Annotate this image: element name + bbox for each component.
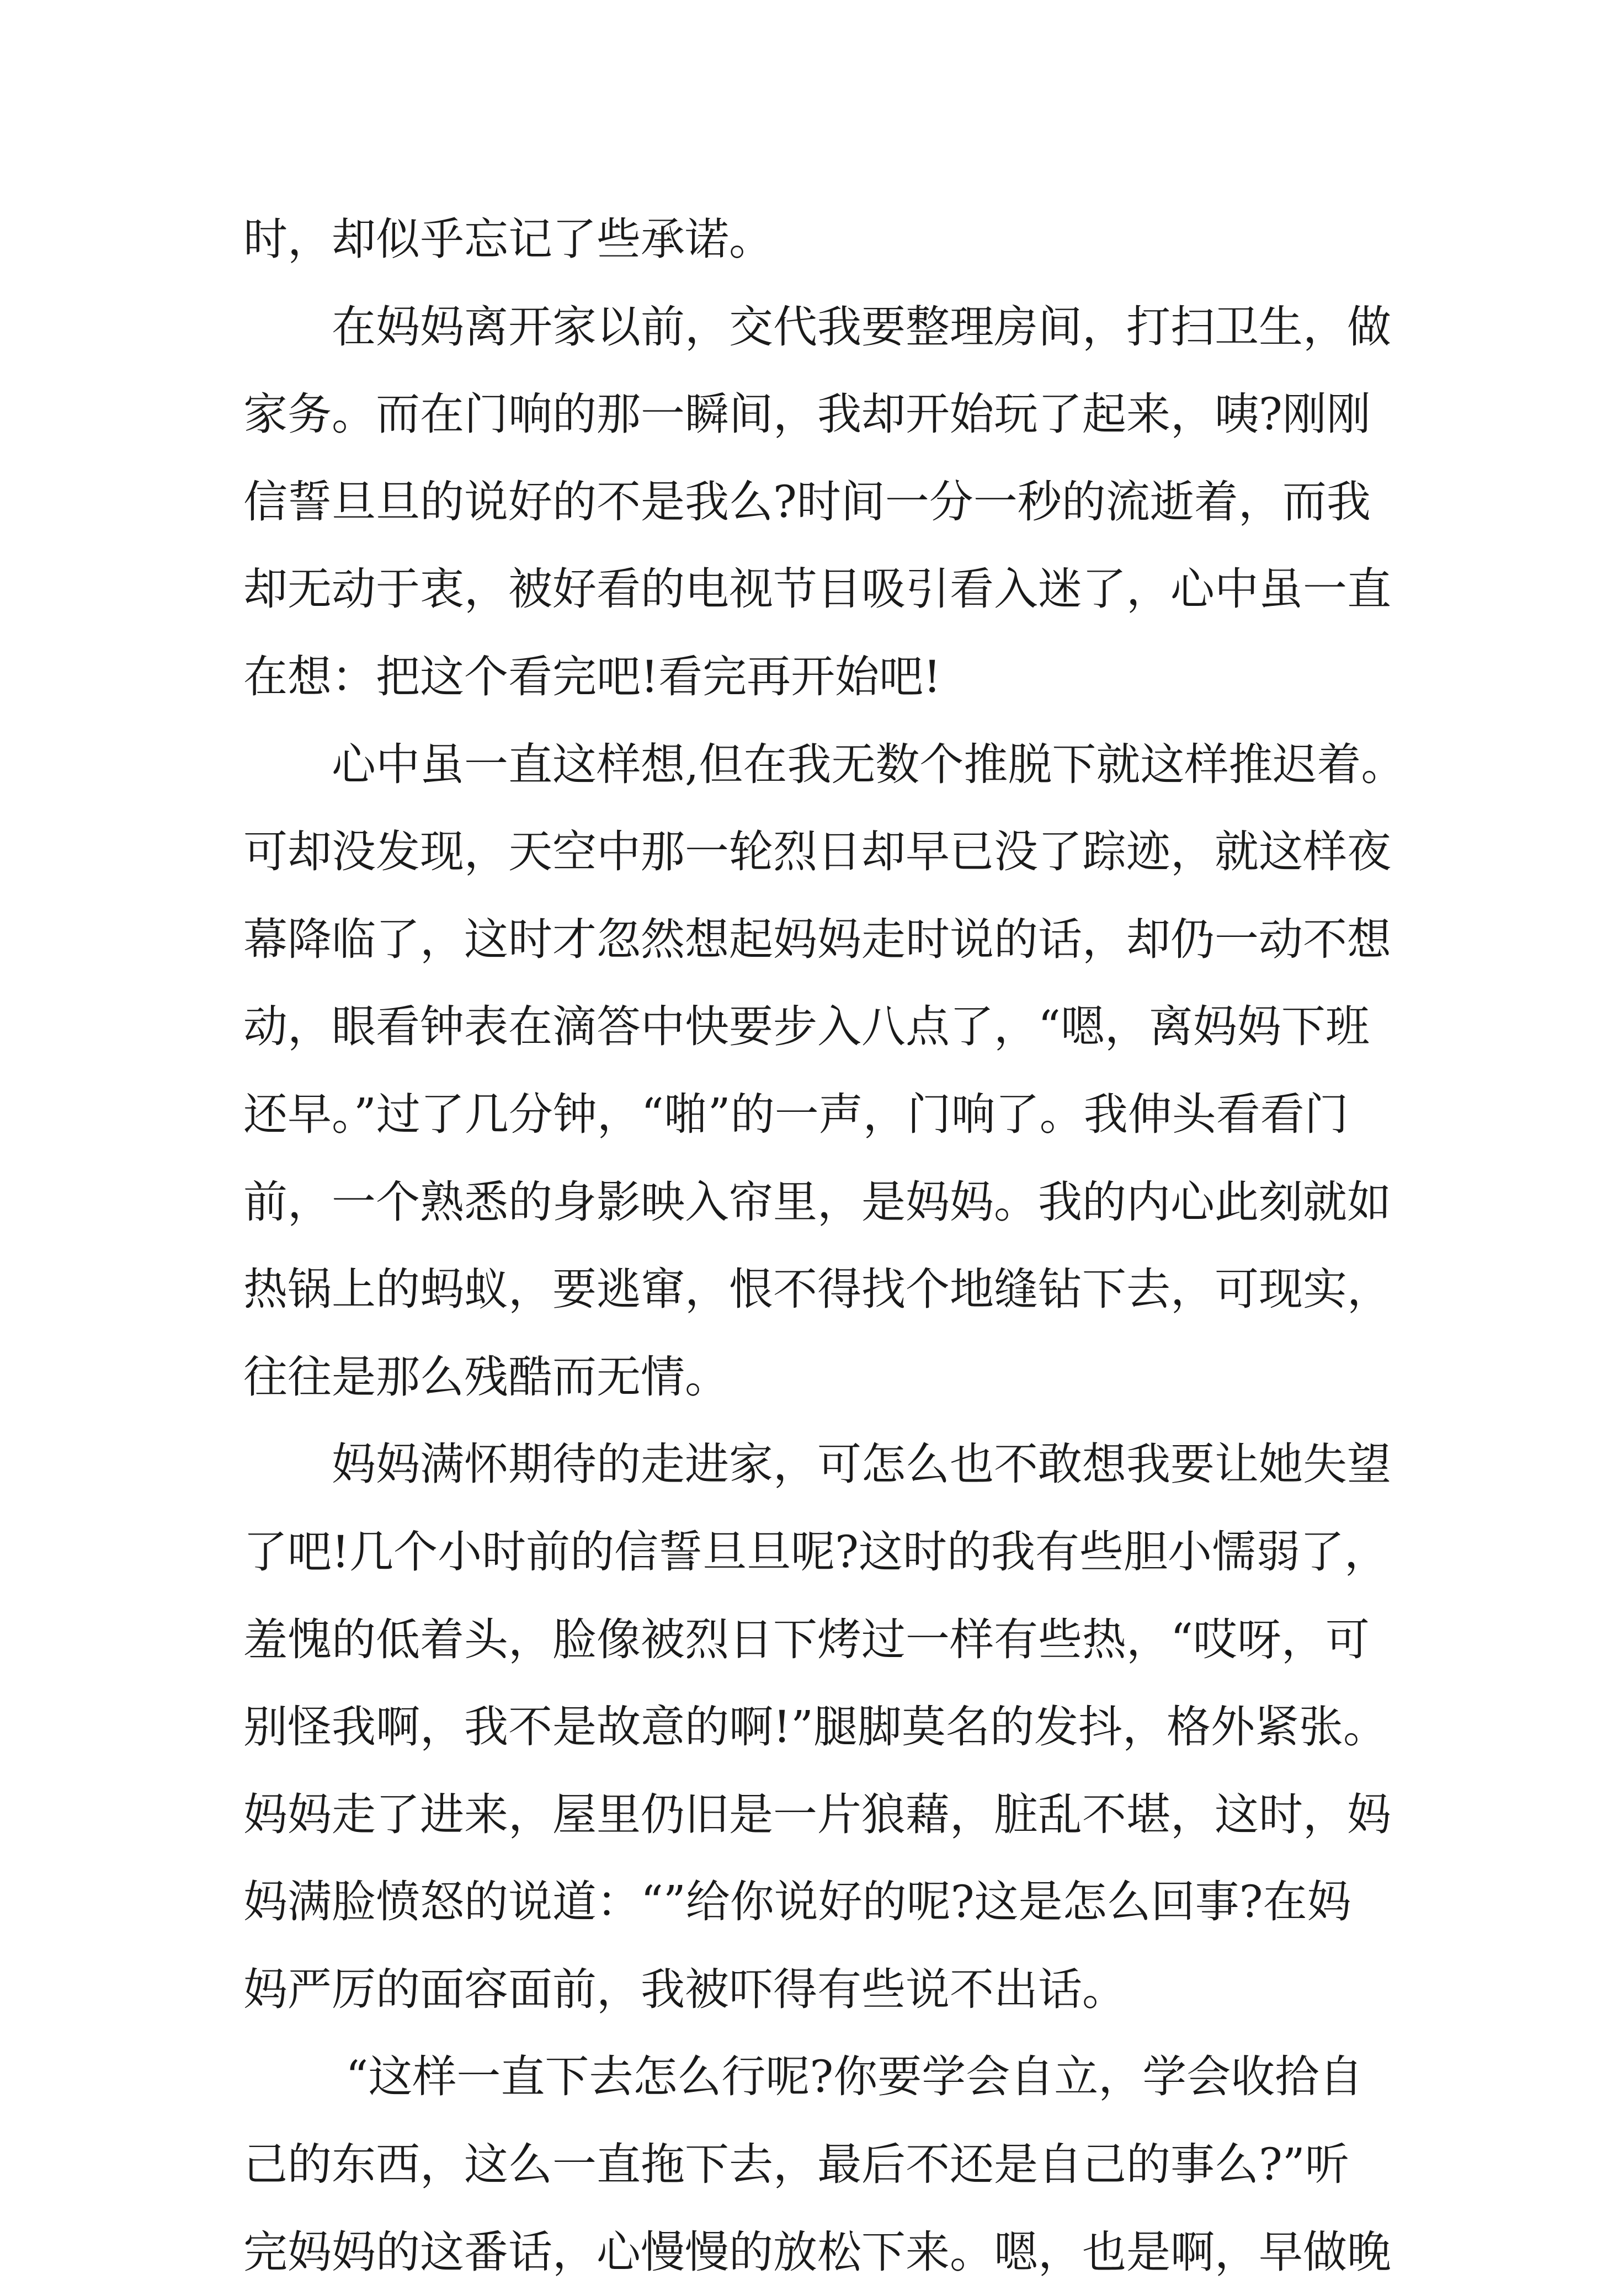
text-line: 幕降临了，这时才忽然想起妈妈走时说的话，却仍一动不想 xyxy=(243,913,1391,965)
text-line: 可却没发现，天空中那一轮烈日却早已没了踪迹，就这样夜 xyxy=(243,826,1391,878)
text-line: “这样一直下去怎么行呢?你要学会自立，学会收拾自 xyxy=(332,2051,1364,2103)
text-line: 还早。”过了几分钟，“啪”的一声，门响了。我伸头看看门 xyxy=(243,1088,1349,1140)
text-line: 妈妈满怀期待的走进家，可怎么也不敢想我要让她失望 xyxy=(332,1439,1391,1490)
text-line: 心中虽一直这样想,但在我无数个推脱下就这样推迟着。 xyxy=(332,738,1406,790)
text-line: 完妈妈的这番话，心慢慢的放松下来。嗯，也是啊，早做晚 xyxy=(243,2226,1391,2278)
text-line: 往往是那么残酷而无情。 xyxy=(243,1351,729,1403)
paragraph-4 xyxy=(243,1421,1391,2033)
paragraph-3 xyxy=(243,721,1406,1421)
text-line: 羞愧的低着头，脸像被烈日下烤过一样有些热，“哎呀，可 xyxy=(243,1613,1370,1665)
text-line: 却无动于衷，被好看的电视节目吸引看入迷了，心中虽一直 xyxy=(243,563,1391,615)
text-line: 己的东西，这么一直拖下去，最后不还是自己的事么?”听 xyxy=(243,2139,1349,2191)
text-line: 动，眼看钟表在滴答中快要步入八点了，“嗯，离妈妈下班 xyxy=(243,1001,1370,1053)
text-line: 别怪我啊，我不是故意的啊!”腿脚莫名的发抖，格外紧张。 xyxy=(243,1701,1388,1753)
text-line: 在想：把这个看完吧!看完再开始吧! xyxy=(243,651,941,702)
text-line: 热锅上的蚂蚁，要逃窜，恨不得找个地缝钻下去，可现实， xyxy=(243,1264,1391,1315)
text-line: 家务。而在门响的那一瞬间，我却开始玩了起来，咦?刚刚 xyxy=(243,388,1371,440)
text-line: 前，一个熟悉的身影映入帘里，是妈妈。我的内心此刻就如 xyxy=(243,1176,1391,1228)
text-line: 妈严厉的面容面前，我被吓得有些说不出话。 xyxy=(243,1963,1126,2015)
text-line: 在妈妈离开家以前，交代我要整理房间，打扫卫生，做 xyxy=(332,301,1391,353)
text-line: 时，却似乎忘记了些承诺。 xyxy=(243,214,773,265)
document-body xyxy=(243,196,1406,2296)
paragraph-1 xyxy=(243,196,1369,284)
text-line: 信誓旦旦的说好的不是我么?时间一分一秒的流逝着，而我 xyxy=(243,476,1371,528)
paragraph-2 xyxy=(243,284,1391,721)
text-line: 了吧!几个小时前的信誓旦旦呢?这时的我有些胆小懦弱了， xyxy=(243,1526,1389,1578)
text-line: 妈妈走了进来，屋里仍旧是一片狼藉，脏乱不堪，这时，妈 xyxy=(243,1788,1391,1840)
text-line: 妈满脸愤怒的说道：“”给你说好的呢?这是怎么回事?在妈 xyxy=(243,1876,1351,1928)
paragraph-5 xyxy=(243,2033,1391,2296)
